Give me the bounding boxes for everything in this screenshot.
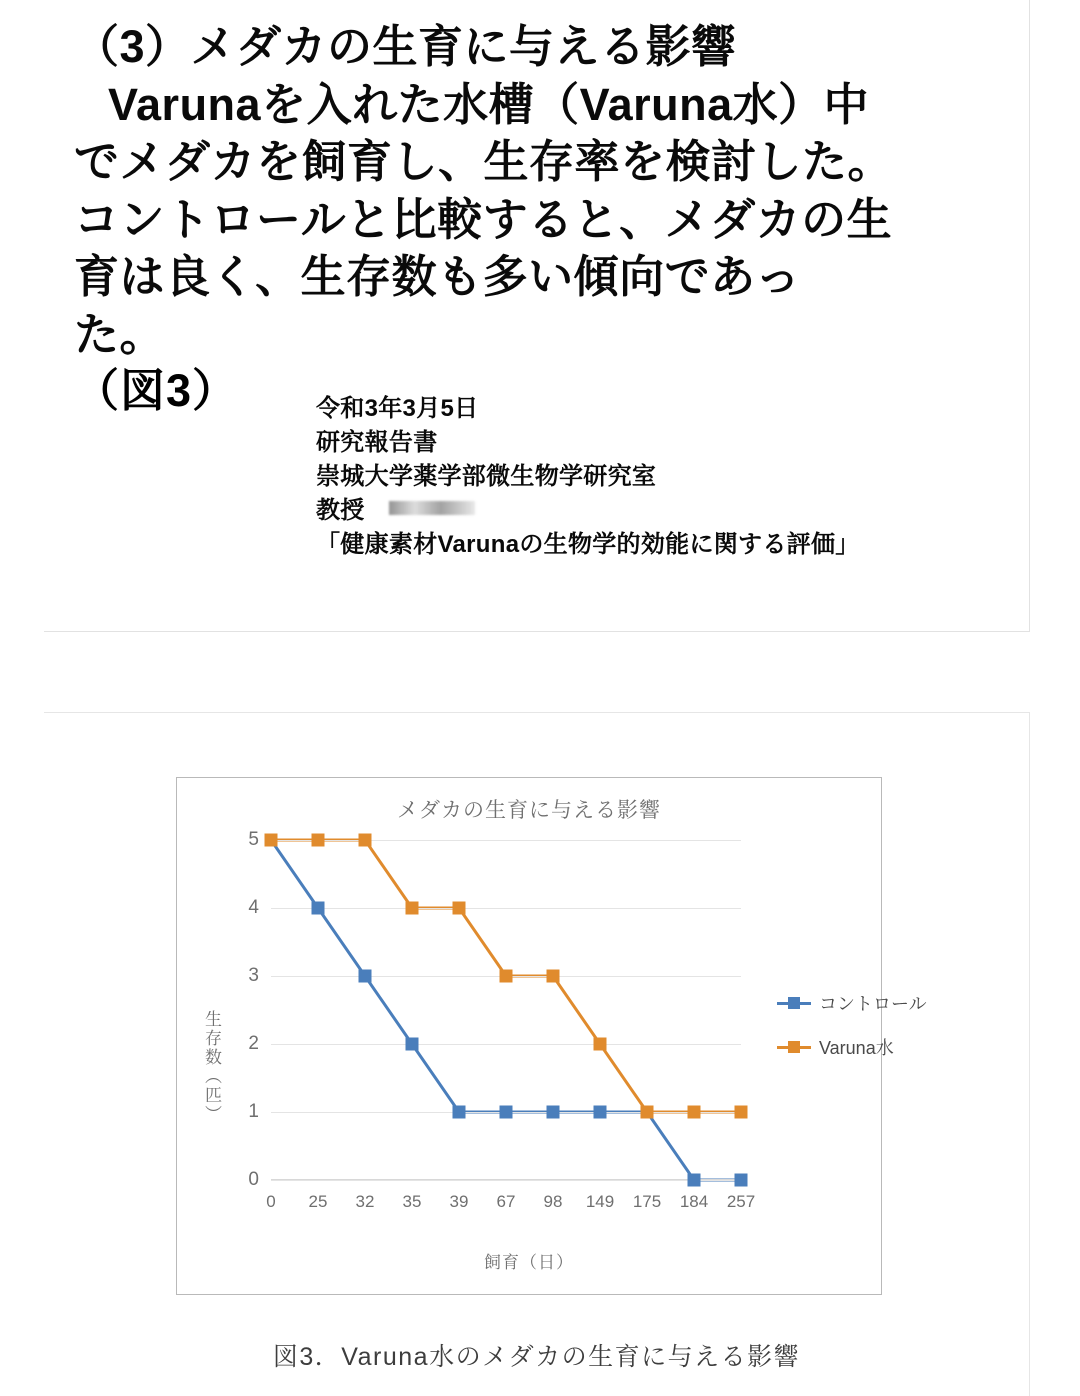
chart-gridline xyxy=(271,1180,741,1181)
chart-title: メダカの生育に与える影響 xyxy=(397,799,661,822)
chart-x-tick-label: 0 xyxy=(266,1192,276,1211)
chart-y-tick-label: 4 xyxy=(248,897,259,918)
chart-data-point xyxy=(312,834,325,847)
chart-y-tick-label: 0 xyxy=(248,1169,259,1190)
chart-data-point xyxy=(500,1106,513,1119)
chart-legend-swatch xyxy=(777,1046,811,1049)
credit-date: 令和3年3月5日 xyxy=(316,395,479,422)
chart-x-tick-label: 25 xyxy=(308,1192,328,1211)
chart-gridline xyxy=(271,840,741,841)
chart-x-axis-line xyxy=(271,1179,741,1180)
chart-x-tick-label: 184 xyxy=(679,1192,709,1211)
chart-data-point xyxy=(688,1174,701,1187)
chart-x-tick-label: 32 xyxy=(355,1192,375,1211)
chart-series-line xyxy=(271,840,741,1180)
chart-data-point xyxy=(406,902,419,915)
chart-y-tick-label: 1 xyxy=(248,1101,259,1122)
chart-gridline xyxy=(271,908,741,909)
chart-x-tick-label: 175 xyxy=(632,1192,662,1211)
chart-x-tick-label: 35 xyxy=(402,1192,422,1211)
chart-legend-swatch xyxy=(777,1002,811,1005)
chart-data-point xyxy=(641,1106,654,1119)
heading-line-3: でメダカを飼育し、生存率を検討した。 xyxy=(74,136,894,188)
chart-data-point xyxy=(735,1174,748,1187)
chart-data-point xyxy=(453,1106,466,1119)
chart-data-point xyxy=(359,970,372,983)
chart-figure xyxy=(176,777,927,1295)
chart-legend-item xyxy=(777,1034,927,1060)
chart-panel xyxy=(44,712,1030,1396)
credit-professor-label: 教授 xyxy=(316,497,365,525)
credit-report-title: 「健康素材Varunaの生物学的効能に関する評価」 xyxy=(316,531,860,559)
chart-data-point xyxy=(547,970,560,983)
chart-x-tick-label: 257 xyxy=(726,1192,756,1211)
heading-line-6: た。 xyxy=(74,308,166,360)
chart-legend-item xyxy=(777,990,927,1016)
chart-data-point xyxy=(547,1106,560,1119)
heading-line-4: コントロールと比較すると、メダカの生 xyxy=(74,193,893,245)
heading-line-5: 育は良く、生存数も多い傾向であっ xyxy=(74,251,801,303)
chart-legend-label: コントロール xyxy=(819,994,927,1014)
chart-data-point xyxy=(500,970,513,983)
chart-gridline xyxy=(271,1044,741,1045)
document-text-panel xyxy=(44,0,1030,632)
heading-block xyxy=(74,18,1009,364)
chart-series-svg xyxy=(271,840,741,1180)
credit-professor-row xyxy=(316,494,860,528)
credit-report-type: 研究報告書 xyxy=(316,429,438,457)
heading-line-1: （3）メダカの生育に与える影響 xyxy=(74,21,737,72)
chart-data-point xyxy=(735,1106,748,1119)
chart-x-tick-label: 67 xyxy=(496,1192,516,1211)
chart-x-tick-label: 98 xyxy=(543,1192,563,1211)
chart-y-tick-label: 3 xyxy=(248,965,259,986)
chart-y-axis-label: 生存数（匹） xyxy=(202,1010,221,1124)
chart-data-point xyxy=(688,1106,701,1119)
chart-x-tick-label: 149 xyxy=(585,1192,615,1211)
chart-y-tick-label: 2 xyxy=(248,1033,259,1054)
chart-plot-area xyxy=(248,829,756,1211)
figure-reference: （図3） xyxy=(74,364,239,416)
figure-caption: 図3．Varuna水のメダカの生育に与える影響 xyxy=(272,1343,801,1371)
chart-x-tick-label: 39 xyxy=(449,1192,469,1211)
credit-institution: 崇城大学薬学部微生物学研究室 xyxy=(316,463,657,491)
chart-legend-label: Varuna水 xyxy=(819,1038,894,1058)
redaction-mark xyxy=(389,501,475,515)
chart-data-point xyxy=(265,834,278,847)
chart-data-point xyxy=(312,902,325,915)
chart-x-axis-label: 飼育（日） xyxy=(484,1253,574,1272)
chart-legend xyxy=(777,990,927,1078)
chart-data-point xyxy=(359,834,372,847)
heading-line-2: Varunaを入れた水槽（Varuna水）中 xyxy=(108,78,870,130)
chart-data-point xyxy=(594,1038,607,1051)
credits-block xyxy=(316,392,860,562)
chart-data-point xyxy=(594,1106,607,1119)
chart-y-tick-label: 5 xyxy=(248,829,259,850)
chart-data-point xyxy=(406,1038,419,1051)
chart-data-point xyxy=(453,902,466,915)
